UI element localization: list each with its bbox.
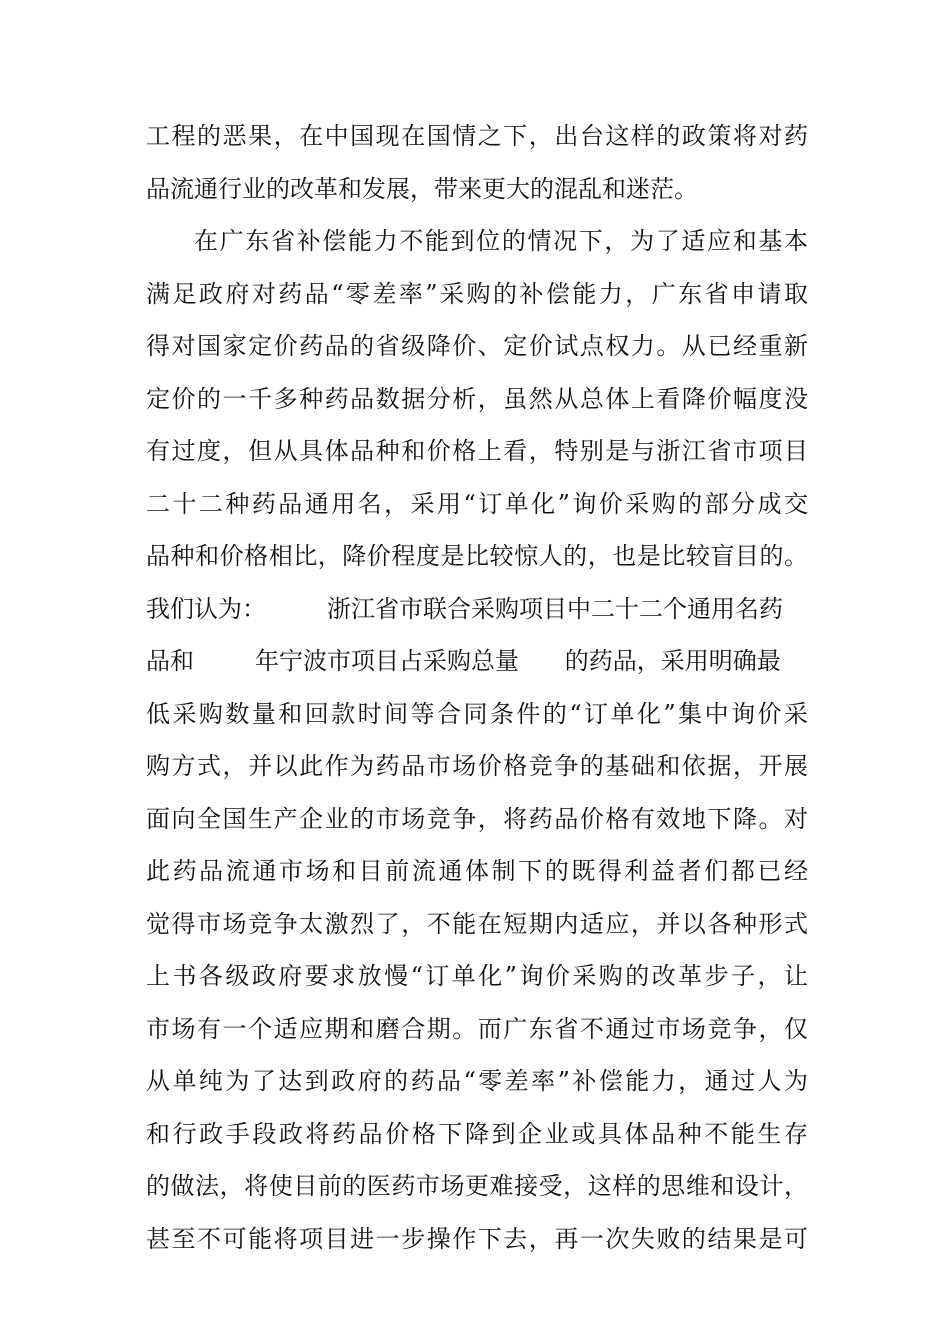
text-line: 市场有一个适应期和磨合期。而广东省不通过市场竞争，仅 (146, 1014, 808, 1043)
text-line: 上书各级政府要求放慢“订单化”询价采购的改革步子，让 (146, 962, 808, 990)
body-text (146, 110, 808, 1265)
text-line: 此药品流通市场和目前流通体制下的既得利益者们都已经 (146, 857, 808, 885)
text-line: 二十二种药品通用名，采用“订单化”询价采购的部分成交 (146, 489, 808, 518)
text-line: 得对国家定价药品的省级降价、定价试点权力。从已经重新 (146, 332, 808, 360)
text-line: 从单纯为了达到政府的药品“零差率”补偿能力，通过人为 (146, 1067, 808, 1095)
text-line: 定价的一千多种药品数据分析，虽然从总体上看降价幅度没 (146, 384, 808, 413)
text-line: 满足政府对药品“零差率”采购的补偿能力，广东省申请取 (146, 279, 808, 308)
text-line: 购方式，并以此作为药品市场价格竞争的基础和依据，开展 (146, 752, 808, 780)
text-line: 有过度，但从具体品种和价格上看，特别是与浙江省市项目 (146, 437, 808, 465)
text-line: 工程的恶果，在中国现在国情之下，出台这样的政策将对药 (146, 122, 808, 150)
text-line: 品和 年宁波市项目占采购总量 的药品，采用明确最 (146, 647, 781, 675)
text-line: 觉得市场竞争太激烈了，不能在短期内适应，并以各种形式 (146, 909, 808, 938)
text-line: 我们认为： 浙江省市联合采购项目中二十二个通用名药 (146, 594, 784, 623)
text-line: 甚至不可能将项目进一步操作下去，再一次失败的结果是可 (146, 1224, 808, 1253)
text-line: 和行政手段政将药品价格下降到企业或具体品种不能生存 (146, 1119, 808, 1148)
text-line: 面向全国生产企业的市场竞争，将药品价格有效地下降。对 (146, 804, 808, 833)
text-line: 品流通行业的改革和发展，带来更大的混乱和迷茫。 (146, 174, 698, 203)
text-line: 的做法，将使目前的医药市场更难接受，这样的思维和设计， (146, 1172, 808, 1200)
text-line: 品种和价格相比，降价程度是比较惊人的，也是比较盲目的。 (146, 542, 808, 570)
text-line: 低采购数量和回款时间等合同条件的“订单化”集中询价采 (146, 699, 808, 728)
paragraph-first-line: 在广东省补偿能力不能到位的情况下，为了适应和基本 (194, 227, 808, 255)
